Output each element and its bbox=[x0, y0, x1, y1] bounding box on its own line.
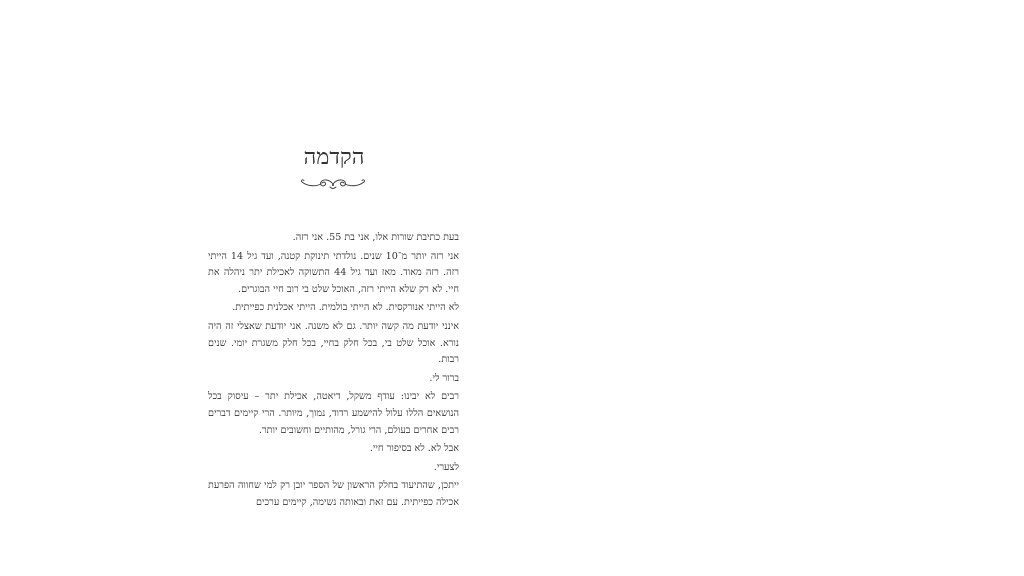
paragraph: אבל לא. לא בסיפור חיי. bbox=[369, 443, 459, 455]
paragraph: לצערי. bbox=[433, 461, 459, 473]
paragraph: לא הייתי אנורקסית. לא הייתי בולמית. הייתי אכלנית כפייתית. bbox=[232, 302, 459, 314]
paragraph: בעת כתיבת שורות אלו, אני בת 55. אני רזה. bbox=[292, 232, 459, 243]
flourish-divider-icon bbox=[299, 176, 367, 190]
paragraph: אני רזה יותר מ־10 שנים. נולדתי תינוקת קטנה, ועד גיל 14 הייתי רזה. רזה מאוד. מאז ועד גיל 44 התשוקה לאכילת יתר ניהלה את חיי. לא רק שלא הייתי רזה, האוכל שלט בי רוב חיי הבוגרים. bbox=[208, 250, 460, 295]
chapter-body bbox=[208, 230, 459, 514]
paragraph: ברור לי. bbox=[429, 372, 459, 384]
paragraph: רבים לא יבינו: עודף משקל, דיאטה, אכילת יתר – עיסוק בכל הנושאים הללו עלול להישמע רדוד, נמוך, מיותר. הרי קיימים דברים רבים אחרים בעולם, הרי גורל, מהותיים וחשובים יותר. bbox=[208, 391, 459, 436]
chapter-title: הקדמה bbox=[303, 145, 365, 170]
paragraph: ייתכן, שהתיעוד בחלק הראשון של הספר יובן רק למי שחווה הפרעת אכילה כפייתית. עם זאת ובאותה נשימה, קיימים ערכים bbox=[208, 480, 459, 508]
paragraph: אינני יודעת מה קשה יותר. גם לא משנה. אני יודעת שאצלי זה היה נורא. אוכל שלט בי, בכל חלק בחיי, בכל חלק משגרת יומי. שנים רבות. bbox=[208, 320, 459, 366]
